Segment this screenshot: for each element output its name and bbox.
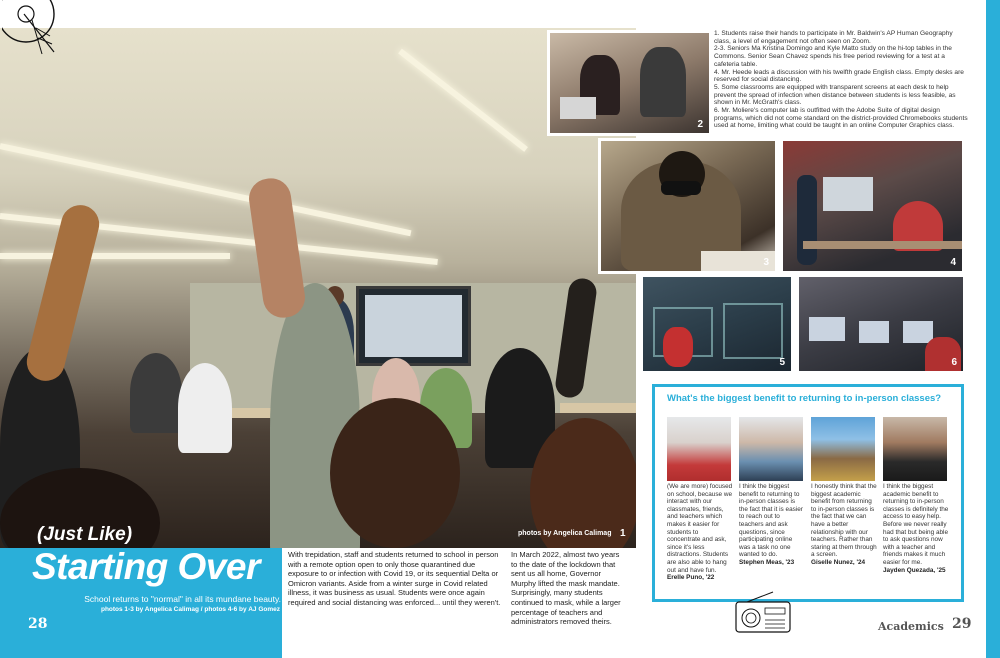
- answer-1-name: Erelle Puno, '22: [667, 574, 715, 582]
- answer-2-text: I think the biggest benefit to returning to in-person classes is the fact that it is easier to reach out to teachers and ask questions, since participating online was a task no one wanted to do.: [739, 483, 803, 559]
- photo-credits: photos 1-3 by Angelica Calimag / photos 4-6 by AJ Gomez: [100, 606, 280, 613]
- portrait-giselle-nunez: [811, 417, 875, 481]
- story-column-2: In March 2022, almost two years to the date of the lockdown that sent us all home, Governor Murphy lifted the mask mandate. Surprisingly, many students continued to mask, while a larger percentage of teachers and administrators removed theirs.: [511, 550, 621, 627]
- answer-3-text: I honestly think that the biggest academic benefit from returning to in-person classes is the fact that we can have a better relationship with our teachers. Rather than staring at them through a screen.: [811, 483, 877, 559]
- answer-2-name: Stephen Meas, '23: [739, 558, 795, 566]
- portrait-stephen-meas: [739, 417, 803, 481]
- photo-4-english-class: [780, 138, 965, 274]
- answer-3: [811, 483, 877, 567]
- photo-number-5: 5: [779, 357, 785, 368]
- page-number-left: 28: [28, 616, 48, 632]
- answer-2: [739, 483, 805, 567]
- answer-1-text: (We are more) focused on school, because we interact with our classmates, friends, and teachers which makes it easier for students to concentrate and ask, since it's less distractions. Students are also able to hang out and have fun.: [667, 483, 733, 574]
- poll-question: What's the biggest benefit to returning to in-person classes?: [667, 393, 942, 404]
- caption-1: 1. Students raise their hands to participate in Mr. Baldwin's AP Human Geography class, a level of engagement not often seen on Zoom.: [714, 30, 953, 45]
- photo-6-computer-lab: [796, 274, 966, 374]
- portrait-erelle-puno: [667, 417, 731, 481]
- answer-4: [883, 483, 949, 574]
- photo-2-commons-study: [547, 30, 712, 136]
- photo-number-3: 3: [763, 257, 769, 268]
- page-number-right: 29: [952, 616, 972, 632]
- answer-3-name: Giselle Nunez, '24: [811, 558, 866, 566]
- portrait-jayden-quezada: [883, 417, 947, 481]
- cd-disc-icon: [2, 0, 62, 60]
- headline-tagline: School returns to "normal" in all its mundane beauty.: [84, 594, 281, 604]
- caption-4: 4. Mr. Heede leads a discussion with his twelfth grade English class. Empty desks are reserved for social distancing.: [714, 68, 964, 84]
- page-title: Starting Over: [32, 546, 260, 587]
- photo-3-cafeteria-review: [598, 138, 778, 274]
- photo-number-2: 2: [697, 119, 703, 130]
- answer-4-name: Jayden Quezada, '25: [883, 566, 946, 574]
- photo-number-1: 1: [620, 528, 626, 539]
- caption-6: 6. Mr. Moliere's computer lab is outfitted with the Adobe Suite of digital design programs, which did not come standard on the district-provided Chromebooks students used at home, limiting what could be taught in an online Computer Graphics class.: [714, 107, 968, 130]
- story-column-1: With trepidation, staff and students returned to school in person with a remote option open to only those quarantined due exposure to or infection with Covid 19, or its sequential Delta or Omicron variants. Aside from a winter surge in Covid related illness, it was business as usual. Students were once again required and social distancing was enforced... until they weren't.: [288, 550, 501, 607]
- photo-5-screened-desks: [640, 274, 794, 374]
- photo-captions: [714, 30, 969, 130]
- radio-icon: [733, 590, 793, 635]
- photo-number-4: 4: [950, 257, 956, 268]
- main-classroom-photo: [0, 28, 636, 548]
- answer-4-text: I think the biggest academic benefit to returning to in-person classes is definitely the access to easy help. Before we never really had that but being able to ask questions now with a teacher and friends makes it much easier for me.: [883, 483, 949, 566]
- section-label: Academics: [878, 620, 944, 633]
- student-poll-box: [652, 384, 964, 602]
- photo-number-6: 6: [951, 357, 957, 368]
- main-photo-credit: photos by Angelica Calimag: [518, 530, 612, 537]
- headline-kicker: (Just Like): [37, 524, 133, 545]
- caption-2-3: 2-3. Seniors Ma Kristina Domingo and Kyle Matto study on the hi-top tables in the Commons. Senior Sean Chavez spends his free period reviewing for a test at a cafeteria table.: [714, 45, 952, 68]
- caption-5: 5. Some classrooms are equipped with transparent screens at each desk to help prevent the spread of infection when distance between students is less feasible, as shown in Mr. McGrath's class.: [714, 83, 956, 107]
- classroom-screen: [356, 286, 471, 366]
- answer-1: [667, 483, 733, 582]
